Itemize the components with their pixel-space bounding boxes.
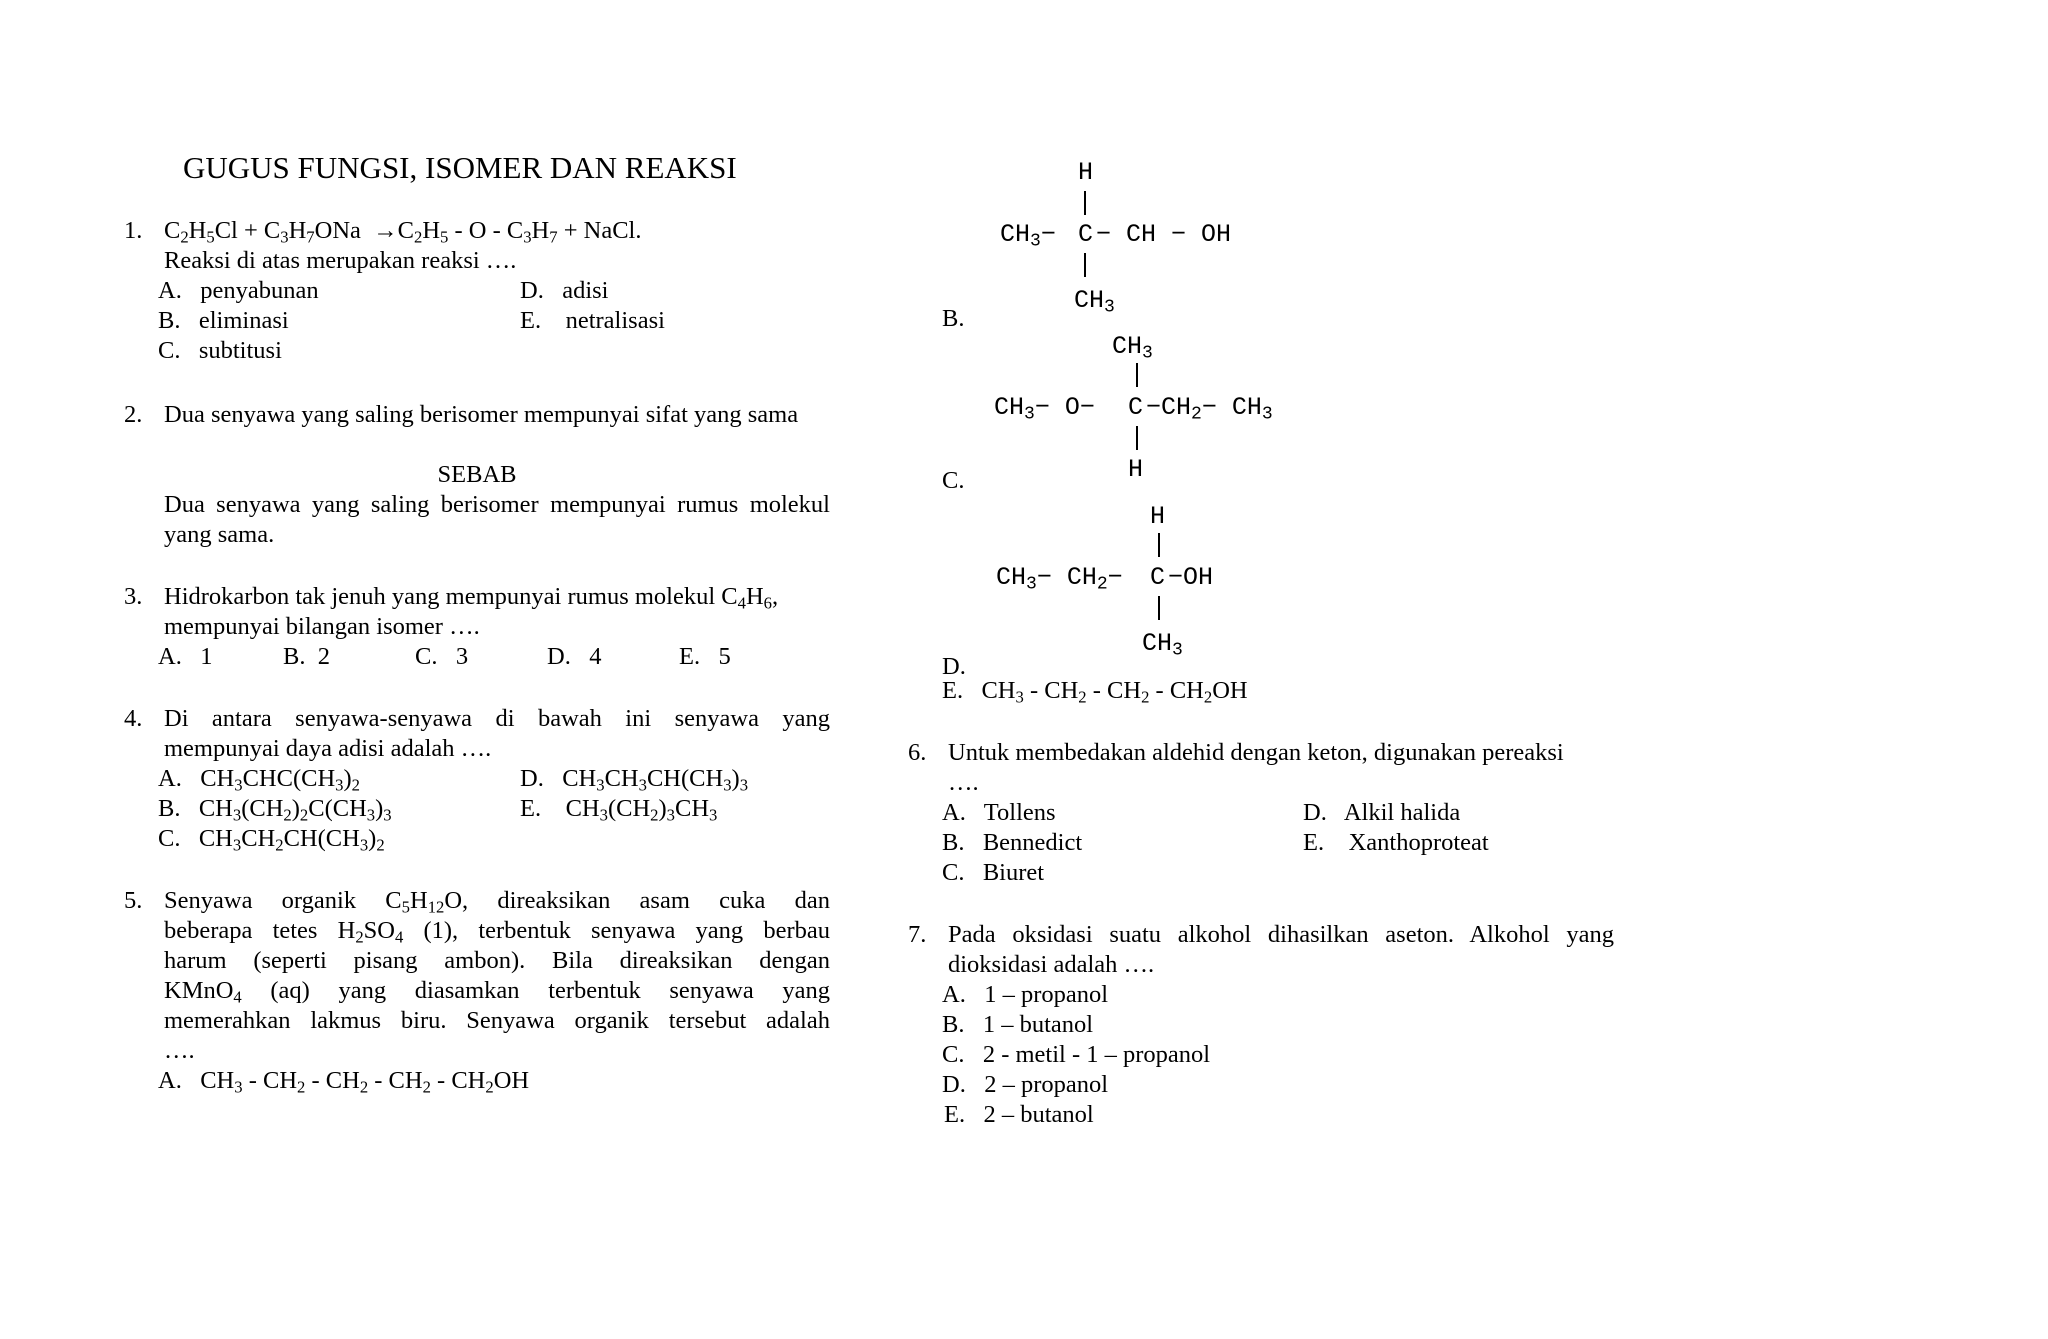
option-text: Tollens bbox=[983, 799, 1056, 826]
question-text-line: mempunyai bilangan isomer …. bbox=[164, 613, 480, 640]
question-number: 4. bbox=[124, 705, 143, 732]
structure-center: C bbox=[1150, 563, 1166, 592]
option-e bbox=[1303, 828, 1489, 858]
question-reason: Dua senyawa yang saling berisomer mempunyai rumus molekul yang sama. bbox=[164, 491, 830, 548]
option-a bbox=[942, 798, 1056, 828]
structure-bottom: $CH_3$ bbox=[1142, 629, 1183, 661]
option-text: 2 bbox=[317, 643, 330, 670]
option-letter: E. bbox=[1303, 829, 1325, 856]
question-text-line: …. bbox=[164, 1037, 195, 1064]
option-d bbox=[520, 764, 748, 794]
question-text-line: harum (seperti pisang ambon). Bila direaksikan dengan bbox=[164, 947, 830, 974]
option-text: $CH_3CH_3CH(CH_3)_3$ bbox=[562, 765, 749, 795]
option-b bbox=[158, 306, 289, 336]
option-letter: D. bbox=[942, 1071, 966, 1098]
option-letter: A. bbox=[158, 1067, 182, 1094]
option-letter: A. bbox=[942, 799, 966, 826]
option-d bbox=[1303, 798, 1460, 828]
option-letter: C. bbox=[158, 337, 181, 364]
structure-right: − CH − OH bbox=[1096, 220, 1232, 249]
option-c bbox=[158, 824, 385, 854]
question-number: 3. bbox=[124, 583, 143, 610]
structure-left: $CH_3- O-$ bbox=[994, 393, 1095, 425]
option-d bbox=[520, 276, 608, 306]
option-text: $CH_3CHC(CH_3)_2$ bbox=[200, 765, 360, 795]
option-a bbox=[158, 1066, 529, 1096]
option-e bbox=[942, 676, 1248, 706]
question-text-line: …. bbox=[948, 769, 979, 796]
question-text-line: mempunyai daya adisi adalah …. bbox=[164, 735, 492, 762]
option-c bbox=[942, 1040, 1210, 1070]
question-text-line: KMnO$_4$ (aq) yang diasamkan terbentuk senyawa yang bbox=[164, 977, 830, 1007]
option-d bbox=[547, 642, 601, 672]
question-text-line: $C_2H_5Cl + C_3H_7ONa \to C_2H_5 - O - C_3H_7$ + NaCl. bbox=[164, 217, 642, 247]
option-b-letter: B. bbox=[942, 305, 965, 332]
option-text: $CH_3 - CH_2 - CH_2 - CH_2OH$ bbox=[981, 677, 1248, 707]
option-a bbox=[158, 764, 360, 794]
bond-line bbox=[1136, 363, 1138, 387]
option-text: Bennedict bbox=[982, 829, 1083, 856]
option-e bbox=[679, 642, 731, 672]
option-letter: E. bbox=[520, 307, 542, 334]
option-text: 2 – butanol bbox=[983, 1101, 1094, 1128]
option-letter: D. bbox=[520, 765, 544, 792]
option-text: $CH_3CH_2CH(CH_3)_2$ bbox=[198, 825, 385, 855]
question-statement: Dua senyawa yang saling berisomer mempunyai sifat yang sama bbox=[164, 401, 799, 428]
option-a bbox=[158, 642, 212, 672]
bond-line bbox=[1084, 191, 1086, 215]
option-letter: B. bbox=[283, 643, 306, 670]
option-text: $CH_3(CH_2)_3CH_3$ bbox=[565, 795, 718, 825]
option-e bbox=[944, 1100, 1094, 1130]
option-b bbox=[158, 794, 392, 824]
option-letter: D. bbox=[547, 643, 571, 670]
option-letter: C. bbox=[415, 643, 438, 670]
option-c bbox=[942, 858, 1044, 888]
option-letter: B. bbox=[158, 307, 181, 334]
structure-bottom: H bbox=[1128, 455, 1144, 484]
structure-right: $-CH_2- CH_3$ bbox=[1146, 393, 1273, 425]
structure-top: $CH_3$ bbox=[1112, 332, 1153, 364]
option-letter: B. bbox=[942, 1011, 965, 1038]
option-text: $CH_3 - CH_2 - CH_2 - CH_2 - CH_2OH$ bbox=[200, 1067, 530, 1097]
option-c bbox=[158, 336, 282, 366]
bond-line bbox=[1158, 533, 1160, 557]
question-text-line: Pada oksidasi suatu alkohol dihasilkan aseton. Alkohol yang bbox=[948, 921, 1614, 948]
option-text: 1 – butanol bbox=[982, 1011, 1094, 1038]
option-text: penyabunan bbox=[200, 277, 319, 304]
question-text-line: Reaksi di atas merupakan reaksi …. bbox=[164, 247, 517, 274]
option-e bbox=[520, 794, 717, 824]
structure-center: C bbox=[1128, 393, 1144, 422]
option-letter: C. bbox=[942, 859, 965, 886]
option-c bbox=[415, 642, 468, 672]
question-text-line: Senyawa organik $C_5H_{12}O$, direaksikan asam cuka dan bbox=[164, 887, 830, 917]
option-letter: A. bbox=[942, 981, 966, 1008]
option-text: 1 bbox=[200, 643, 213, 670]
option-letter: B. bbox=[158, 795, 181, 822]
question-text-line: Di antara senyawa-senyawa di bawah ini senyawa yang bbox=[164, 705, 830, 732]
option-letter: E. bbox=[944, 1101, 966, 1128]
bond-line bbox=[1084, 253, 1086, 277]
sebab-connector: SEBAB bbox=[437, 461, 517, 488]
option-letter: E. bbox=[679, 643, 701, 670]
option-d-letter: D. bbox=[942, 653, 966, 680]
question-number: 2. bbox=[124, 401, 143, 428]
option-letter: A. bbox=[158, 277, 182, 304]
structure-left: $CH_3-$ bbox=[1000, 220, 1056, 252]
option-letter: A. bbox=[158, 643, 182, 670]
question-number: 1. bbox=[124, 217, 143, 244]
question-text-line: dioksidasi adalah …. bbox=[948, 951, 1155, 978]
option-b bbox=[942, 1010, 1093, 1040]
option-text: $CH_3(CH_2)_2C(CH_3)_3$ bbox=[198, 795, 392, 825]
option-e bbox=[520, 306, 665, 336]
option-letter: C. bbox=[158, 825, 181, 852]
structure-bottom: $CH_3$ bbox=[1074, 286, 1115, 318]
option-b bbox=[942, 828, 1082, 858]
option-b bbox=[283, 642, 330, 672]
option-text: Biuret bbox=[982, 859, 1045, 886]
page-title: GUGUS FUNGSI, ISOMER DAN REAKSI bbox=[183, 150, 737, 185]
question-number: 7. bbox=[908, 921, 927, 948]
structure-right: −OH bbox=[1168, 563, 1214, 592]
structure-center: C bbox=[1078, 220, 1094, 249]
option-c-letter: C. bbox=[942, 467, 965, 494]
option-text: 1 – propanol bbox=[984, 981, 1109, 1008]
question-number: 6. bbox=[908, 739, 927, 766]
question-text-line: memerahkan lakmus biru. Senyawa organik tersebut adalah bbox=[164, 1007, 830, 1034]
option-letter: D. bbox=[520, 277, 544, 304]
option-text: 3 bbox=[455, 643, 469, 670]
option-text: 2 – propanol bbox=[984, 1071, 1109, 1098]
option-text: 4 bbox=[589, 643, 602, 670]
option-text: netralisasi bbox=[565, 307, 665, 334]
structure-top: H bbox=[1078, 158, 1094, 187]
option-a bbox=[942, 980, 1108, 1010]
option-letter: B. bbox=[942, 829, 965, 856]
question-text-line: beberapa tetes $H_2SO_4$ (1), terbentuk senyawa yang berbau bbox=[164, 917, 830, 947]
option-text: eliminasi bbox=[198, 307, 289, 334]
bond-line bbox=[1136, 426, 1138, 450]
option-letter: C. bbox=[942, 1041, 965, 1068]
structure-left: $CH_3- CH_2-$ bbox=[996, 563, 1123, 595]
question-number: 5. bbox=[124, 887, 143, 914]
option-text: subtitusi bbox=[198, 337, 282, 364]
option-text: Alkil halida bbox=[1343, 799, 1461, 826]
bond-line bbox=[1158, 596, 1160, 620]
structure-top: H bbox=[1150, 502, 1166, 531]
option-letter: D. bbox=[1303, 799, 1327, 826]
option-letter: E. bbox=[520, 795, 542, 822]
option-text: 5 bbox=[718, 643, 731, 670]
option-letter: A. bbox=[158, 765, 182, 792]
question-text-line: Untuk membedakan aldehid dengan keton, digunakan pereaksi bbox=[948, 739, 1564, 766]
option-text: adisi bbox=[562, 277, 609, 304]
option-d bbox=[942, 1070, 1108, 1100]
option-text: Xanthoproteat bbox=[1348, 829, 1489, 856]
option-letter: E. bbox=[942, 677, 964, 704]
option-a bbox=[158, 276, 319, 306]
question-text-line: Hidrokarbon tak jenuh yang mempunyai rumus molekul $C_4H_6$, bbox=[164, 583, 779, 613]
option-text: 2 - metil - 1 – propanol bbox=[982, 1041, 1211, 1068]
